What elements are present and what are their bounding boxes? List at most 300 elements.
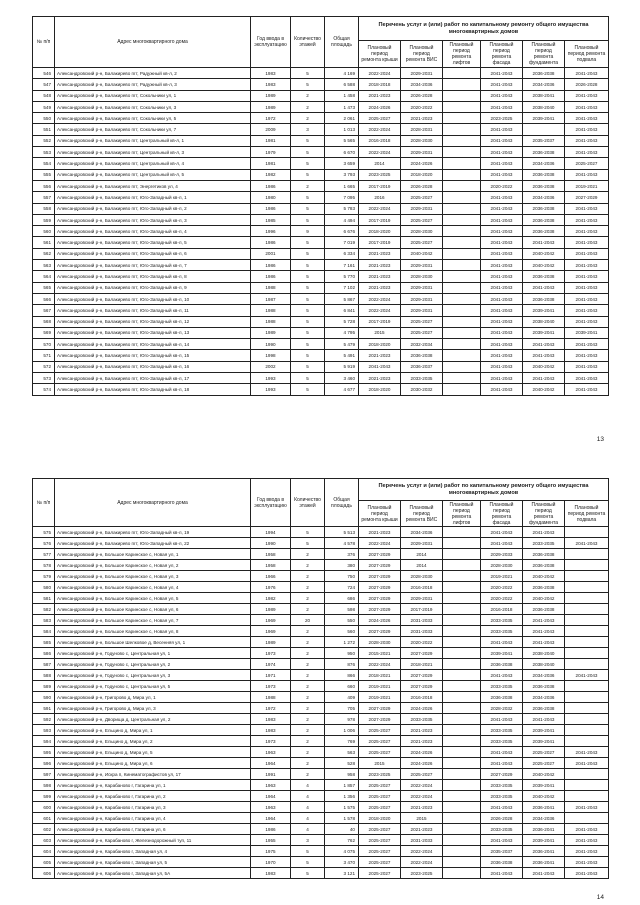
foundation-period-cell: 2041-2043: [523, 626, 565, 637]
row-number-cell: 559: [33, 214, 55, 225]
total-area-cell: 4 795: [325, 327, 359, 338]
year-built-cell: 1975: [251, 846, 291, 857]
floors-cell: 3: [291, 124, 325, 135]
page-number: 13: [596, 436, 604, 443]
facade-period-cell: 2041-2043: [481, 214, 523, 225]
roof-period-cell: 2025-2027: [359, 857, 401, 868]
foundation-period-cell: 2034-2036: [523, 192, 565, 203]
foundation-period-cell: 2041-2043: [523, 237, 565, 248]
engineering-period-cell: 2022-2024: [401, 791, 443, 802]
table-row: [33, 659, 609, 670]
total-area-cell: 5 783: [325, 203, 359, 214]
elevator-period-cell: [443, 593, 481, 604]
address-cell: Александровский р-н, Балакирево пгт, Радужный кв-л, 2: [55, 68, 251, 79]
year-built-cell: 1973: [251, 736, 291, 747]
address-cell: Александровский р-н, Балакирево пгт, Сокольники ул, 3: [55, 101, 251, 112]
address-cell: Александровский р-н, Балакирево пгт, Юго-Западный кв-л, 4: [55, 226, 251, 237]
year-built-cell: 1964: [251, 758, 291, 769]
total-area-cell: 40: [325, 824, 359, 835]
row-number-cell: 573: [33, 373, 55, 384]
header-basement: Плановый период ремонта подвала: [565, 501, 609, 527]
year-built-cell: 1983: [251, 714, 291, 725]
row-number-cell: 600: [33, 802, 55, 813]
table-row: [33, 538, 609, 549]
table-row: [33, 736, 609, 747]
floors-cell: 5: [291, 293, 325, 304]
elevator-period-cell: [443, 68, 481, 79]
engineering-period-cell: 2024-2026: [401, 703, 443, 714]
address-cell: Александровский р-н, Карабаново г, Западная ул, 5: [55, 857, 251, 868]
foundation-period-cell: 2040-2042: [523, 571, 565, 582]
engineering-period-cell: 2021-2023: [401, 113, 443, 124]
row-number-cell: 602: [33, 824, 55, 835]
header-address: Адрес многоквартирного дома: [55, 479, 251, 527]
total-area-cell: 563: [325, 747, 359, 758]
roof-period-cell: 2022-2024: [359, 203, 401, 214]
foundation-period-cell: 2041-2043: [523, 527, 565, 538]
table-row: [33, 747, 609, 758]
table-row: [33, 813, 609, 824]
basement-period-cell: 2041-2043: [565, 203, 609, 214]
elevator-period-cell: [443, 124, 481, 135]
floors-cell: 5: [291, 169, 325, 180]
basement-period-cell: 2041-2043: [565, 282, 609, 293]
table-row: [33, 293, 609, 304]
engineering-period-cell: 2029-2031: [401, 593, 443, 604]
address-cell: Александровский р-н, Ельцино д, Мира ул, 5: [55, 747, 251, 758]
row-number-cell: 575: [33, 527, 55, 538]
year-built-cell: 1966: [251, 571, 291, 582]
address-cell: Александровский р-н, Григорово д, Мира ул, 3: [55, 703, 251, 714]
engineering-period-cell: 2014: [401, 549, 443, 560]
foundation-period-cell: 2040-2042: [523, 260, 565, 271]
address-cell: Александровский р-н, Большое Шелковое д, Весенняя ул, 1: [55, 637, 251, 648]
floors-cell: 5: [291, 538, 325, 549]
facade-period-cell: 2033-2035: [481, 681, 523, 692]
foundation-period-cell: 2040-2042: [523, 361, 565, 372]
facade-period-cell: 2033-2035: [481, 791, 523, 802]
total-area-cell: 950: [325, 648, 359, 659]
address-cell: Александровский р-н, Карабаново г, Западная ул, 4: [55, 846, 251, 857]
engineering-period-cell: 2028-2030: [401, 571, 443, 582]
roof-period-cell: 2021-2023: [359, 282, 401, 293]
facade-period-cell: 2041-2043: [481, 305, 523, 316]
address-cell: Александровский р-н, Карабаново г, Гагарина ул, 1: [55, 780, 251, 791]
basement-period-cell: [565, 703, 609, 714]
roof-period-cell: 2017-2019: [359, 214, 401, 225]
address-cell: Александровский р-н, Карабаново г, Железнодорожный туп, 11: [55, 835, 251, 846]
elevator-period-cell: [443, 260, 481, 271]
year-built-cell: 2002: [251, 361, 291, 372]
foundation-period-cell: 2036-2041: [523, 802, 565, 813]
basement-period-cell: 2041-2043: [565, 169, 609, 180]
facade-period-cell: 2033-2035: [481, 824, 523, 835]
year-built-cell: 1963: [251, 747, 291, 758]
foundation-period-cell: 2034-2036: [523, 692, 565, 703]
roof-period-cell: 2027-2029: [359, 582, 401, 593]
elevator-period-cell: [443, 361, 481, 372]
facade-period-cell: 2041-2043: [481, 758, 523, 769]
facade-period-cell: 2019-2021: [481, 571, 523, 582]
foundation-period-cell: 2036-2038: [523, 560, 565, 571]
table-row: [33, 316, 609, 327]
basement-period-cell: [565, 692, 609, 703]
total-area-cell: 1 857: [325, 780, 359, 791]
total-area-cell: 376: [325, 549, 359, 560]
roof-period-cell: 2022-2024: [359, 538, 401, 549]
elevator-period-cell: [443, 692, 481, 703]
year-built-cell: 1990: [251, 538, 291, 549]
table-body: [33, 527, 609, 879]
basement-period-cell: 2027-2029: [565, 192, 609, 203]
roof-period-cell: 2023-2025: [359, 769, 401, 780]
address-cell: Александровский р-н, Ельцино д, Мира ул, 2: [55, 736, 251, 747]
engineering-period-cell: 2025-2027: [401, 214, 443, 225]
foundation-period-cell: 2041-2043: [523, 714, 565, 725]
total-area-cell: 876: [325, 659, 359, 670]
engineering-period-cell: 2016-2018: [401, 582, 443, 593]
total-area-cell: 1 013: [325, 124, 359, 135]
table-row: [33, 571, 609, 582]
engineering-period-cell: 2027-2029: [401, 670, 443, 681]
table-row: [33, 169, 609, 180]
roof-period-cell: 2021-2023: [359, 248, 401, 259]
basement-period-cell: 2041-2043: [565, 113, 609, 124]
address-cell: Александровский р-н, Большое Каринское с, Новая ул, 4: [55, 582, 251, 593]
elevator-period-cell: [443, 237, 481, 248]
facade-period-cell: 2041-2043: [481, 802, 523, 813]
floors-cell: 2: [291, 593, 325, 604]
foundation-period-cell: 2034-2036: [523, 79, 565, 90]
elevator-period-cell: [443, 248, 481, 259]
facade-period-cell: 2020-2022: [481, 582, 523, 593]
address-cell: Александровский р-н, Карабаново г, Гагарина ул, 2: [55, 791, 251, 802]
total-area-cell: 380: [325, 560, 359, 571]
basement-period-cell: [565, 780, 609, 791]
row-number-cell: 565: [33, 282, 55, 293]
roof-period-cell: 2018-2021: [359, 670, 401, 681]
row-number-cell: 577: [33, 549, 55, 560]
row-number-cell: 553: [33, 147, 55, 158]
address-cell: Александровский р-н, Балакирево пгт, Юго-Западный кв-л, 7: [55, 260, 251, 271]
total-area-cell: 1 575: [325, 802, 359, 813]
table-row: [33, 527, 609, 538]
basement-period-cell: [565, 571, 609, 582]
floors-cell: 5: [291, 203, 325, 214]
facade-period-cell: 2041-2043: [481, 747, 523, 758]
header-num: № п/п: [33, 17, 55, 68]
year-built-cell: 1983: [251, 68, 291, 79]
row-number-cell: 584: [33, 626, 55, 637]
engineering-period-cell: 2027-2029: [401, 648, 443, 659]
floors-cell: 2: [291, 626, 325, 637]
table-row: [33, 648, 609, 659]
row-number-cell: 569: [33, 327, 55, 338]
engineering-period-cell: 2032-2034: [401, 339, 443, 350]
row-number-cell: 572: [33, 361, 55, 372]
basement-period-cell: 2041-2043: [565, 835, 609, 846]
engineering-period-cell: 2025-2027: [401, 192, 443, 203]
elevator-period-cell: [443, 214, 481, 225]
address-cell: Александровский р-н, Балакирево пгт, Юго-Западный кв-л, 15: [55, 350, 251, 361]
engineering-period-cell: 2034-2036: [401, 527, 443, 538]
row-number-cell: 557: [33, 192, 55, 203]
table-row: [33, 327, 609, 338]
foundation-period-cell: 2041-2043: [523, 637, 565, 648]
facade-period-cell: 2041-2043: [481, 538, 523, 549]
facade-period-cell: 2041-2043: [481, 868, 523, 879]
engineering-period-cell: 2025-2027: [401, 316, 443, 327]
address-cell: Александровский р-н, Балакирево пгт, Сокольники ул, 1: [55, 90, 251, 101]
basement-period-cell: 2041-2043: [565, 248, 609, 259]
address-cell: Александровский р-н, Балакирево пгт, Юго-Западный кв-л, 8: [55, 271, 251, 282]
elevator-period-cell: [443, 282, 481, 293]
facade-period-cell: 2041-2043: [481, 637, 523, 648]
row-number-cell: 576: [33, 538, 55, 549]
header-basement: Плановый период ремонта подвала: [565, 41, 609, 68]
page-number: 14: [596, 894, 604, 901]
basement-period-cell: 2041-2043: [565, 384, 609, 395]
elevator-period-cell: [443, 582, 481, 593]
roof-period-cell: 2016: [359, 192, 401, 203]
roof-period-cell: 2019-2021: [359, 681, 401, 692]
floors-cell: 5: [291, 527, 325, 538]
floors-cell: 5: [291, 147, 325, 158]
floors-cell: 5: [291, 339, 325, 350]
basement-period-cell: 2041-2043: [565, 101, 609, 112]
elevator-period-cell: [443, 538, 481, 549]
address-cell: Александровский р-н, Большое Каринское с, Новая ул, 1: [55, 549, 251, 560]
basement-period-cell: [565, 527, 609, 538]
foundation-period-cell: 2036-2038: [523, 604, 565, 615]
facade-period-cell: 2028-2032: [481, 703, 523, 714]
floors-cell: 5: [291, 271, 325, 282]
table-row: [33, 692, 609, 703]
address-cell: Александровский р-н, Балакирево пгт, Центральный кв-л, 4: [55, 158, 251, 169]
floors-cell: 4: [291, 780, 325, 791]
engineering-period-cell: 2028-2030: [401, 135, 443, 146]
table-row: [33, 90, 609, 101]
total-area-cell: 7 095: [325, 192, 359, 203]
roof-period-cell: 2025-2027: [359, 868, 401, 879]
row-number-cell: 601: [33, 813, 55, 824]
year-built-cell: 1986: [251, 260, 291, 271]
floors-cell: 4: [291, 824, 325, 835]
year-built-cell: 1973: [251, 681, 291, 692]
total-area-cell: 5 728: [325, 316, 359, 327]
row-number-cell: 588: [33, 670, 55, 681]
foundation-period-cell: 2036-2038: [523, 169, 565, 180]
floors-cell: 20: [291, 615, 325, 626]
floors-cell: 5: [291, 158, 325, 169]
facade-period-cell: 2041-2043: [481, 90, 523, 101]
table-row: [33, 725, 609, 736]
foundation-period-cell: 2036-2038: [523, 293, 565, 304]
floors-cell: 2: [291, 637, 325, 648]
foundation-period-cell: 2041-2043: [523, 339, 565, 350]
engineering-period-cell: 2029-2031: [401, 293, 443, 304]
table-header: [33, 479, 609, 527]
year-built-cell: 1988: [251, 692, 291, 703]
total-area-cell: 5 513: [325, 527, 359, 538]
total-area-cell: 769: [325, 736, 359, 747]
engineering-period-cell: 2036-2037: [401, 361, 443, 372]
elevator-period-cell: [443, 824, 481, 835]
total-area-cell: 5 919: [325, 361, 359, 372]
year-built-cell: 1972: [251, 113, 291, 124]
row-number-cell: 597: [33, 769, 55, 780]
basement-period-cell: [565, 637, 609, 648]
elevator-period-cell: [443, 226, 481, 237]
elevator-period-cell: [443, 637, 481, 648]
elevator-period-cell: [443, 868, 481, 879]
page-13: [32, 16, 608, 443]
foundation-period-cell: 2036-2041: [523, 857, 565, 868]
total-area-cell: 6 841: [325, 305, 359, 316]
year-built-cell: 1972: [251, 703, 291, 714]
basement-period-cell: [565, 582, 609, 593]
foundation-period-cell: 2041-2043: [523, 282, 565, 293]
elevator-period-cell: [443, 158, 481, 169]
table-row: [33, 180, 609, 191]
facade-period-cell: 2041-2043: [481, 248, 523, 259]
elevator-period-cell: [443, 527, 481, 538]
year-built-cell: 1988: [251, 316, 291, 327]
basement-period-cell: 2041-2043: [565, 758, 609, 769]
total-area-cell: 6 334: [325, 248, 359, 259]
elevator-period-cell: [443, 703, 481, 714]
address-cell: Александровский р-н, Карабаново г, Западная ул, 5А: [55, 868, 251, 879]
total-area-cell: 560: [325, 626, 359, 637]
elevator-period-cell: [443, 305, 481, 316]
year-built-cell: 1993: [251, 373, 291, 384]
engineering-period-cell: 2030-2032: [401, 384, 443, 395]
basement-period-cell: [565, 549, 609, 560]
foundation-period-cell: 2036-2041: [523, 846, 565, 857]
elevator-period-cell: [443, 571, 481, 582]
address-cell: Александровский р-н, Балакирево пгт, Центральный кв-л, 5: [55, 169, 251, 180]
floors-cell: 5: [291, 214, 325, 225]
facade-period-cell: 2041-2043: [481, 339, 523, 350]
table-row: [33, 192, 609, 203]
facade-period-cell: 2016-2018: [481, 604, 523, 615]
engineering-period-cell: 2024-2026: [401, 747, 443, 758]
roof-period-cell: 2021-2023: [359, 373, 401, 384]
row-number-cell: 593: [33, 725, 55, 736]
total-area-cell: 1 473: [325, 101, 359, 112]
floors-cell: 4: [291, 791, 325, 802]
table-row: [33, 350, 609, 361]
engineering-period-cell: 2033-2035: [401, 714, 443, 725]
row-number-cell: 556: [33, 180, 55, 191]
basement-period-cell: [565, 648, 609, 659]
address-cell: Александровский р-н, Балакирево пгт, Радужный кв-л, 3: [55, 79, 251, 90]
page-14: [32, 478, 608, 901]
elevator-period-cell: [443, 384, 481, 395]
facade-period-cell: 2041-2043: [481, 203, 523, 214]
basement-period-cell: 2026-2028: [565, 79, 609, 90]
year-built-cell: 1989: [251, 327, 291, 338]
table-row: [33, 758, 609, 769]
year-built-cell: 1986: [251, 203, 291, 214]
facade-period-cell: 2039-2041: [481, 648, 523, 659]
row-number-cell: 563: [33, 260, 55, 271]
total-area-cell: 5 565: [325, 135, 359, 146]
year-built-cell: 2001: [251, 248, 291, 259]
total-area-cell: 3 121: [325, 868, 359, 879]
year-built-cell: 1985: [251, 214, 291, 225]
table-row: [33, 802, 609, 813]
address-cell: Александровский р-н, Балакирево пгт, Юго-Западный кв-л, 5: [55, 237, 251, 248]
elevator-period-cell: [443, 147, 481, 158]
table-row: [33, 549, 609, 560]
engineering-period-cell: 2034-2036: [401, 79, 443, 90]
header-foundation: Плановый период ремонта фундамента: [523, 41, 565, 68]
year-built-cell: 1981: [251, 135, 291, 146]
floors-cell: 5: [291, 361, 325, 372]
floors-cell: 2: [291, 659, 325, 670]
foundation-period-cell: 2036-2038: [523, 681, 565, 692]
foundation-period-cell: 2036-2038: [523, 226, 565, 237]
foundation-period-cell: 2039-2041: [523, 305, 565, 316]
foundation-period-cell: 2038-2040: [523, 101, 565, 112]
table-row: [33, 339, 609, 350]
floors-cell: 5: [291, 68, 325, 79]
engineering-period-cell: 2029-2031: [401, 305, 443, 316]
address-cell: Александровский р-н, Балакирево пгт, Юго-Западный кв-л, 14: [55, 339, 251, 350]
total-area-cell: 3 460: [325, 373, 359, 384]
total-area-cell: 2 061: [325, 113, 359, 124]
foundation-period-cell: 2039-2041: [523, 725, 565, 736]
address-cell: Александровский р-н, Большое Каринское с, Новая ул, 6: [55, 604, 251, 615]
row-number-cell: 603: [33, 835, 55, 846]
header-group: Перечень услуг и (или) работ по капитальному ремонту общего имущества многоквартирных домов: [359, 479, 609, 501]
row-number-cell: 554: [33, 158, 55, 169]
foundation-period-cell: 2040-2042: [523, 593, 565, 604]
roof-period-cell: 2027-2029: [359, 604, 401, 615]
floors-cell: 2: [291, 604, 325, 615]
engineering-period-cell: 2022-2024: [401, 857, 443, 868]
floors-cell: 2: [291, 725, 325, 736]
year-built-cell: 1988: [251, 305, 291, 316]
total-area-cell: 4 169: [325, 68, 359, 79]
row-number-cell: 562: [33, 248, 55, 259]
roof-period-cell: 2025-2027: [359, 747, 401, 758]
engineering-period-cell: 2027-2029: [401, 681, 443, 692]
facade-period-cell: 2028-2030: [481, 560, 523, 571]
basement-period-cell: 2041-2043: [565, 260, 609, 271]
total-area-cell: 3 470: [325, 857, 359, 868]
year-built-cell: 1989: [251, 101, 291, 112]
year-built-cell: 1970: [251, 857, 291, 868]
engineering-period-cell: 2033-2035: [401, 373, 443, 384]
total-area-cell: 4 075: [325, 846, 359, 857]
basement-period-cell: 2041-2043: [565, 124, 609, 135]
row-number-cell: 549: [33, 101, 55, 112]
engineering-period-cell: 2029-2031: [401, 147, 443, 158]
foundation-period-cell: 2036-2041: [523, 824, 565, 835]
roof-period-cell: 2015: [359, 758, 401, 769]
total-area-cell: 6 670: [325, 147, 359, 158]
basement-period-cell: 2041-2043: [565, 857, 609, 868]
roof-period-cell: 2018-2020: [359, 226, 401, 237]
row-number-cell: 552: [33, 135, 55, 146]
basement-period-cell: 2041-2043: [565, 868, 609, 879]
roof-period-cell: 2017-2019: [359, 316, 401, 327]
address-cell: Александровский р-н, Балакирево пгт, Энергетиков ул, 4: [55, 180, 251, 191]
roof-period-cell: 2021-2023: [359, 527, 401, 538]
basement-period-cell: 2041-2043: [565, 271, 609, 282]
